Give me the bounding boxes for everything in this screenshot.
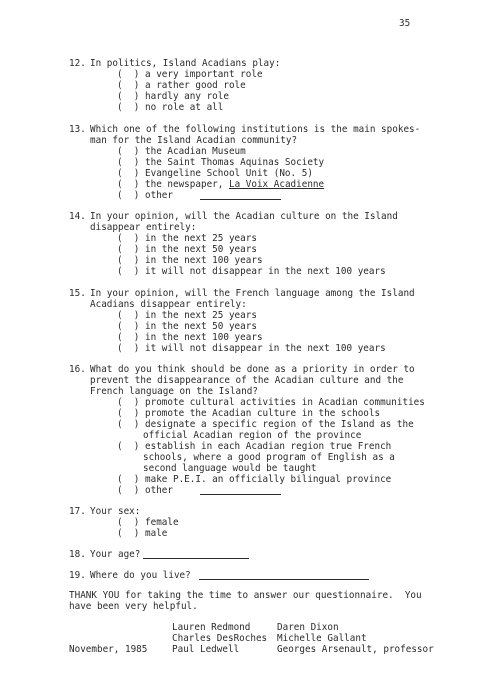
checkbox[interactable]: ( ) <box>117 332 140 343</box>
question-text: In your opinion, will the Acadian culture on the Island <box>90 211 398 222</box>
option: ( ) in the next 100 years <box>117 332 263 343</box>
question-number: 14. <box>69 211 86 222</box>
option: ( ) promote the Acadian culture in the schools <box>117 408 381 419</box>
other-answer-line[interactable] <box>200 494 281 495</box>
signature-name: Lauren Redmond <box>172 622 251 633</box>
checkbox[interactable]: ( ) <box>117 190 140 201</box>
question-text: Acadians disappear entirely: <box>90 299 247 310</box>
question-number: 13. <box>69 124 86 135</box>
document-date: November, 1985 <box>69 644 148 655</box>
other-answer-line[interactable] <box>200 199 281 200</box>
option-continuation: schools, where a good program of English as a <box>143 452 395 463</box>
signature-name: Georges Arsenault, professor <box>277 644 434 655</box>
question-text: disappear entirely: <box>90 222 197 233</box>
question-text: What do you think should be done as a priority in order to <box>90 364 415 375</box>
closing-text: THANK YOU for taking the time to answer our questionnaire. You <box>69 590 422 601</box>
option: ( ) in the next 50 years <box>117 321 257 332</box>
option: ( ) Evangeline School Unit (No. 5) <box>117 168 313 179</box>
question-text: In politics, Island Acadians play: <box>90 58 281 69</box>
option: ( ) it will not disappear in the next 100 years <box>117 343 386 354</box>
option: ( ) the Acadian Museum <box>117 146 246 157</box>
question-number: 15. <box>69 288 86 299</box>
option: ( ) in the next 25 years <box>117 310 257 321</box>
page-number: 35 <box>399 18 411 29</box>
option: ( ) no role at all <box>117 102 224 113</box>
question-number: 18. <box>69 549 86 560</box>
signature-name: Daren Dixon <box>277 622 339 633</box>
option: ( ) in the next 100 years <box>117 255 263 266</box>
option-continuation: second language would be taught <box>143 463 317 474</box>
option: ( ) hardly any role <box>117 91 229 102</box>
question-number: 17. <box>69 506 86 517</box>
checkbox[interactable]: ( ) <box>117 408 140 419</box>
option: ( ) the newspaper, La Voix Acadienne <box>117 179 325 190</box>
checkbox[interactable]: ( ) <box>117 441 140 452</box>
checkbox[interactable]: ( ) <box>117 528 140 539</box>
question-text: man for the Island Acadian community? <box>90 135 298 146</box>
newspaper-name: La Voix Acadienne <box>228 179 325 190</box>
question-number: 12. <box>69 58 86 69</box>
option: ( ) make P.E.I. an officially bilingual province <box>117 474 392 485</box>
question-text: Where do you live? <box>90 570 191 581</box>
question-text: French language on the Island? <box>90 386 258 397</box>
checkbox[interactable]: ( ) <box>117 233 140 244</box>
checkbox[interactable]: ( ) <box>117 474 140 485</box>
option: ( ) in the next 50 years <box>117 244 257 255</box>
option: ( ) it will not disappear in the next 100 years <box>117 266 386 277</box>
residence-answer-line[interactable] <box>199 579 369 580</box>
checkbox[interactable]: ( ) <box>117 397 140 408</box>
option: ( ) a very important role <box>117 69 263 80</box>
checkbox[interactable]: ( ) <box>117 255 140 266</box>
checkbox[interactable]: ( ) <box>117 244 140 255</box>
option: ( ) other <box>117 190 173 201</box>
checkbox[interactable]: ( ) <box>117 168 140 179</box>
signature-name: Paul Ledwell <box>172 644 240 655</box>
option-continuation: official Acadian region of the province <box>143 430 362 441</box>
option: ( ) other <box>117 485 173 496</box>
checkbox[interactable]: ( ) <box>117 321 140 332</box>
checkbox[interactable]: ( ) <box>117 69 140 80</box>
option: ( ) female <box>117 517 179 528</box>
checkbox[interactable]: ( ) <box>117 80 140 91</box>
checkbox[interactable]: ( ) <box>117 419 140 430</box>
checkbox[interactable]: ( ) <box>117 102 140 113</box>
option: ( ) a rather good role <box>117 80 246 91</box>
signature-name: Charles DesRoches <box>172 633 268 644</box>
checkbox[interactable]: ( ) <box>117 485 140 496</box>
signature-name: Michelle Gallant <box>277 633 367 644</box>
option: ( ) promote cultural activities in Acadian communities <box>117 397 425 408</box>
option: ( ) male <box>117 528 168 539</box>
question-text: prevent the disappearance of the Acadian culture and the <box>90 375 404 386</box>
option: ( ) in the next 25 years <box>117 233 257 244</box>
checkbox[interactable]: ( ) <box>117 266 140 277</box>
checkbox[interactable]: ( ) <box>117 146 140 157</box>
age-answer-line[interactable] <box>143 558 249 559</box>
closing-text: have been very helpful. <box>69 601 198 612</box>
question-text: Which one of the following institutions is the main spokes- <box>90 124 421 135</box>
checkbox[interactable]: ( ) <box>117 157 140 168</box>
checkbox[interactable]: ( ) <box>117 343 140 354</box>
question-number: 16. <box>69 364 86 375</box>
option: ( ) designate a specific region of the Island as the <box>117 419 414 430</box>
checkbox[interactable]: ( ) <box>117 310 140 321</box>
option: ( ) establish in each Acadian region true French <box>117 441 392 452</box>
checkbox[interactable]: ( ) <box>117 179 140 190</box>
option: ( ) the Saint Thomas Aquinas Society <box>117 157 325 168</box>
question-text: Your sex: <box>90 506 141 517</box>
question-text: Your age? <box>90 549 141 560</box>
checkbox[interactable]: ( ) <box>117 91 140 102</box>
question-number: 19. <box>69 570 86 581</box>
question-text: In your opinion, will the French language among the Island <box>90 288 415 299</box>
checkbox[interactable]: ( ) <box>117 517 140 528</box>
